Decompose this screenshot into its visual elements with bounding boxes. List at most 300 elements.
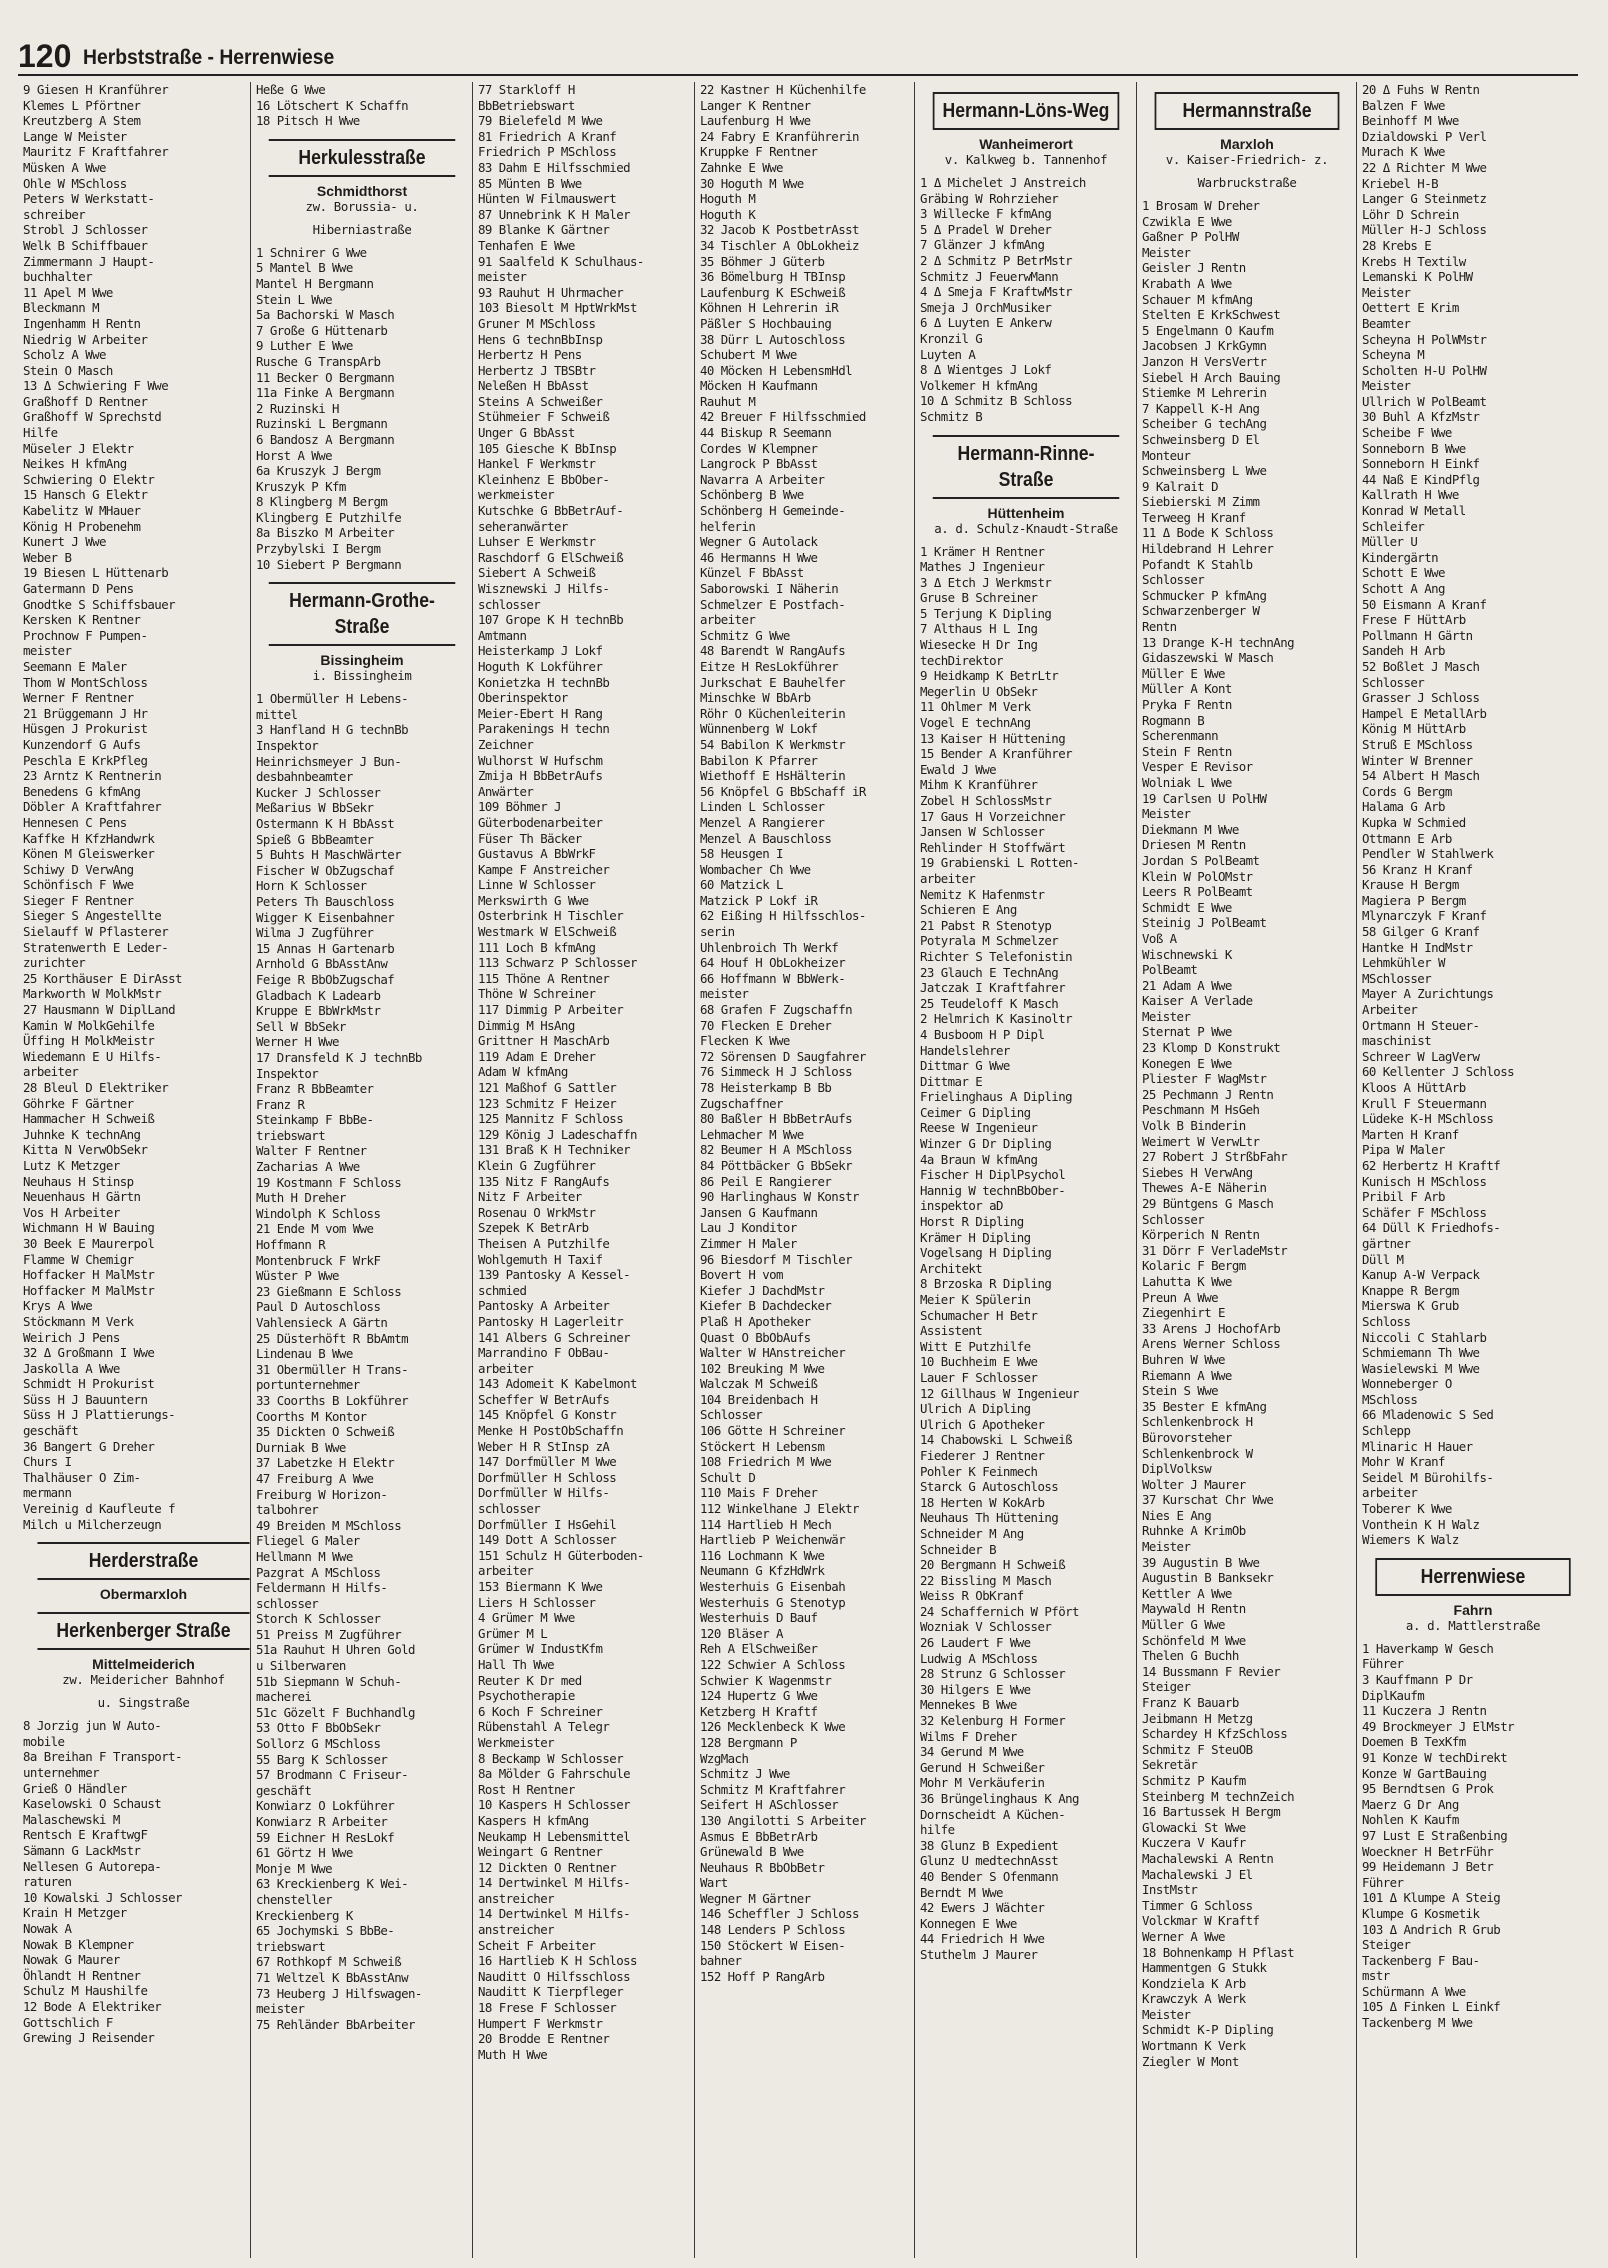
directory-entry: chensteller bbox=[256, 1891, 333, 1907]
directory-entry: Struß E MSchloss bbox=[1362, 736, 1473, 752]
directory-entry: Halama G Arb bbox=[1362, 799, 1445, 815]
directory-entry: 62 Herbertz H Kraftf bbox=[1362, 1157, 1501, 1173]
directory-entry: Matzick P Lokf iR bbox=[700, 892, 818, 908]
directory-entry: 23 Glauch E TechnAng bbox=[920, 964, 1059, 980]
directory-entry: 153 Biermann K Wwe bbox=[478, 1579, 603, 1594]
directory-entry: Megerlin U ObSekr bbox=[920, 683, 1038, 699]
directory-entry: 109 Böhmer J bbox=[478, 799, 561, 815]
directory-entry: Arbeiter bbox=[1362, 1002, 1418, 1018]
directory-entry: Fliegel G Maler bbox=[256, 1533, 360, 1549]
directory-entry: 25 Düsterhöft R BbAmtm bbox=[256, 1330, 409, 1346]
directory-entry: 72 Sörensen D Saugfahrer bbox=[700, 1048, 866, 1064]
directory-entry: Richter S Telefonistin bbox=[920, 948, 1073, 964]
directory-entry: Scheyna M bbox=[1362, 347, 1425, 363]
directory-entry: 4 Busboom H P Dipl bbox=[920, 1026, 1045, 1042]
directory-entry: Westmark W ElSchweiß bbox=[478, 924, 617, 940]
directory-entry: 18 Pitsch H Wwe bbox=[256, 113, 360, 129]
directory-entry: Hankel F Werkmstr bbox=[478, 456, 596, 472]
directory-entry: Woeckner H BetrFühr bbox=[1362, 1843, 1494, 1859]
directory-entry: 44 Biskup R Seemann bbox=[700, 425, 832, 441]
directory-entry: Kanup A-W Verpack bbox=[1362, 1267, 1480, 1283]
directory-entry: Klumpe G Kosmetik bbox=[1362, 1905, 1480, 1921]
directory-entry: Gerund H Schweißer bbox=[920, 1759, 1045, 1775]
directory-entry: Amtmann bbox=[478, 627, 527, 643]
directory-entry: 34 Tischler A ObLokheiz bbox=[700, 237, 859, 253]
directory-entry: Schmitz B bbox=[920, 408, 983, 424]
directory-entry: Künzel F BbAsst bbox=[700, 565, 804, 581]
directory-entry: Neikes H kfmAng bbox=[23, 456, 127, 472]
directory-entry: 3 Kauffmann P Dr bbox=[1362, 1672, 1473, 1687]
directory-entry: Zobel H SchlossMstr bbox=[920, 793, 1052, 808]
directory-entry: 8 Δ Wientges J Lokf bbox=[920, 362, 1052, 378]
directory-entry: Jordan S PolBeamt bbox=[1142, 852, 1260, 868]
street-span: u. Singstraße bbox=[97, 1695, 190, 1711]
directory-entry: 52 Boßlet J Masch bbox=[1362, 658, 1480, 674]
directory-entry: Kiefer B Dachdecker bbox=[700, 1298, 832, 1314]
directory-column-3 bbox=[472, 82, 694, 2258]
directory-column-4 bbox=[694, 82, 914, 2258]
directory-entry: 102 Breuking M Wwe bbox=[700, 1360, 825, 1376]
directory-entry: Mayer A Zurichtungs bbox=[1362, 986, 1494, 1002]
directory-entry: Grasser J Schloss bbox=[1362, 690, 1480, 706]
directory-entry: Maerz G Dr Ang bbox=[1362, 1796, 1459, 1812]
directory-entry: 11 Kuczera J Rentn bbox=[1362, 1703, 1487, 1719]
directory-entry: 7 Glänzer J kfmAng bbox=[920, 237, 1045, 253]
directory-entry: 28 Krebs E bbox=[1362, 237, 1432, 253]
directory-column-6 bbox=[1136, 82, 1356, 2258]
directory-entry: Gruse B Schreiner bbox=[920, 590, 1038, 606]
directory-entry: Paul D Autoschloss bbox=[256, 1299, 381, 1315]
directory-entry: Neukamp H Lebensmittel bbox=[478, 1828, 631, 1844]
directory-entry: 1 Obermüller H Lebens- bbox=[256, 691, 409, 707]
directory-entry: Ewald J Wwe bbox=[920, 761, 997, 777]
directory-entry: Frese F HüttArb bbox=[1362, 612, 1466, 628]
directory-entry: Kaspers H kfmAng bbox=[478, 1812, 589, 1828]
directory-entry: 66 Hoffmann W BbWerk- bbox=[700, 970, 846, 986]
directory-entry: PolBeamt bbox=[1142, 962, 1198, 978]
directory-entry: 82 Beumer H A MSchloss bbox=[700, 1142, 853, 1158]
directory-entry: Hoffmann R bbox=[256, 1237, 326, 1253]
directory-entry: Hellmann M Wwe bbox=[256, 1548, 353, 1564]
directory-entry: Lange W Meister bbox=[23, 128, 127, 144]
directory-entry: Walter W HAnstreicher bbox=[700, 1345, 846, 1361]
directory-entry: Dittmar E bbox=[920, 1073, 983, 1089]
directory-entry: Glunz U medtechnAsst bbox=[920, 1853, 1059, 1869]
directory-entry: 57 Brodmann C Friseur- bbox=[256, 1767, 409, 1783]
directory-entry: Kriebel H-B bbox=[1362, 175, 1439, 191]
directory-entry: Reh A ElSchweißer bbox=[700, 1641, 818, 1657]
directory-entry: Pazgrat A MSchloss bbox=[256, 1564, 381, 1580]
directory-entry: Berndt M Wwe bbox=[920, 1884, 1003, 1900]
directory-entry: 36 Brüngelinghaus K Ang bbox=[920, 1791, 1079, 1806]
directory-entry: Kuczera V Kaufr bbox=[1142, 1835, 1246, 1851]
directory-entry: Körperich N Rentn bbox=[1142, 1227, 1260, 1243]
directory-entry: Schwier K Wagenmstr bbox=[700, 1672, 832, 1688]
directory-entry: 23 Gießmann E Schloss bbox=[256, 1283, 402, 1299]
directory-entry: Malaschewski M bbox=[23, 1811, 120, 1827]
district-name: Mittelmeiderich bbox=[92, 1656, 195, 1673]
directory-entry: talbohrer bbox=[256, 1502, 319, 1518]
directory-entry: Süss H J Bauuntern bbox=[23, 1391, 148, 1407]
directory-entry: Stein S Wwe bbox=[1142, 1383, 1219, 1399]
directory-entry: 15 Bender A Kranführer bbox=[920, 746, 1073, 762]
directory-entry: 47 Freiburg A Wwe bbox=[256, 1470, 374, 1486]
directory-entry: Thom W MontSchloss bbox=[23, 674, 148, 690]
directory-entry: Neuenhaus H Gärtn bbox=[23, 1189, 141, 1205]
directory-column-7 bbox=[1356, 82, 1588, 2258]
directory-entry: 16 Lötschert K Schaffn bbox=[256, 97, 409, 113]
directory-entry: 3 Δ Etch J Werkmstr bbox=[920, 574, 1052, 590]
directory-entry: Schmitz M Kraftfahrer bbox=[700, 1781, 846, 1797]
directory-entry: Neuhaus Th Hüttening bbox=[920, 1510, 1059, 1526]
directory-entry: Cordes W Klempner bbox=[700, 440, 818, 456]
directory-entry: Krain H Metzger bbox=[23, 1905, 127, 1921]
directory-entry: 8 Beckamp W Schlosser bbox=[478, 1750, 624, 1766]
directory-entry: Tackenberg F Bau- bbox=[1362, 1952, 1480, 1968]
directory-entry: Inspektor bbox=[256, 1065, 319, 1081]
directory-entry: Hennesen C Pens bbox=[23, 814, 127, 830]
directory-entry: 24 Schaffernich W Pfört bbox=[920, 1603, 1079, 1619]
directory-entry: Zimmer H Maler bbox=[700, 1235, 797, 1251]
directory-entry: Rübenstahl A Telegr bbox=[478, 1719, 610, 1735]
directory-entry: Ziegenhirt E bbox=[1142, 1305, 1225, 1321]
directory-entry: Psychotherapie bbox=[478, 1688, 575, 1704]
directory-entry: 56 Knöpfel G BbSchaff iR bbox=[700, 783, 866, 799]
directory-entry: 9 Luther E Wwe bbox=[256, 338, 353, 354]
directory-entry: Seifert H ASchlosser bbox=[700, 1797, 839, 1813]
directory-entry: mermann bbox=[23, 1485, 72, 1501]
directory-entry: Kabelitz W MHauer bbox=[23, 503, 141, 519]
street-heading: Hermann-Rinne-Straße bbox=[933, 435, 1120, 499]
directory-entry: Lau J Konditor bbox=[700, 1220, 797, 1236]
directory-entry: Murach K Wwe bbox=[1362, 144, 1445, 160]
directory-entry: Benedens G kfmAng bbox=[23, 783, 141, 799]
directory-entry: Siebert A Schweiß bbox=[478, 565, 596, 581]
directory-entry: Preun A Wwe bbox=[1142, 1289, 1219, 1305]
directory-entry: Machalewski J El bbox=[1142, 1866, 1253, 1882]
directory-entry: Lemanski K PolHW bbox=[1362, 269, 1473, 285]
directory-entry: 20 Brodde E Rentner bbox=[478, 2031, 610, 2047]
directory-entry: 19 Carlsen U PolHW bbox=[1142, 790, 1267, 806]
directory-entry: Montenbruck F WrkF bbox=[256, 1252, 381, 1268]
directory-entry: Ottmann E Arb bbox=[1362, 830, 1452, 846]
directory-entry: gärtner bbox=[1362, 1235, 1411, 1251]
directory-entry: Zmija H BbBetrAufs bbox=[478, 768, 603, 784]
directory-entry: Inspektor bbox=[256, 738, 319, 754]
directory-entry: Schardey H KfzSchloss bbox=[1142, 1726, 1288, 1742]
street-span: v. Kalkweg b. Tannenhof bbox=[944, 152, 1108, 167]
district-name: Hüttenheim bbox=[987, 504, 1065, 521]
directory-entry: 38 Glunz B Expedient bbox=[920, 1837, 1059, 1853]
directory-entry: Neleßen H BbAsst bbox=[478, 378, 589, 394]
directory-entry: Lehmacher M Wwe bbox=[700, 1126, 804, 1142]
directory-entry: Hannig W technBbOber- bbox=[920, 1182, 1066, 1198]
directory-entry: 108 Friedrich M Wwe bbox=[700, 1454, 832, 1470]
directory-entry: MSchlosser bbox=[1362, 970, 1432, 986]
directory-entry: 33 Coorths B Lokführer bbox=[256, 1392, 409, 1408]
directory-entry: Beamter bbox=[1362, 315, 1411, 331]
directory-entry: Janzon H VersVertr bbox=[1142, 353, 1267, 369]
directory-entry: 27 Hausmann W DiplLand bbox=[23, 1002, 176, 1018]
directory-entry: Wohlgemuth H Taxif bbox=[478, 1251, 603, 1267]
directory-entry: 5 Mantel B Wwe bbox=[256, 260, 353, 276]
directory-entry: Sonneborn B Wwe bbox=[1362, 440, 1466, 456]
directory-entry: 22 Bissling M Masch bbox=[920, 1572, 1052, 1588]
directory-entry: Wart bbox=[700, 1875, 728, 1891]
directory-entry: arbeiter bbox=[478, 1360, 534, 1376]
directory-entry: Sollorz G MSchloss bbox=[256, 1736, 381, 1752]
directory-entry: Westerhuis D Bauf bbox=[700, 1610, 818, 1626]
directory-entry: Kleinhenz E BbOber- bbox=[478, 471, 610, 487]
directory-entry: Saborowski I Näherin bbox=[700, 581, 839, 596]
directory-entry: 80 Baßler H BbBetrAufs bbox=[700, 1111, 853, 1127]
directory-entry: Luyten A bbox=[920, 346, 976, 362]
street-heading: Herkenberger Straße bbox=[37, 1612, 249, 1650]
directory-entry: Müller A Kont bbox=[1142, 681, 1232, 697]
directory-entry: Schneider B bbox=[920, 1541, 997, 1557]
directory-entry: Rauhut M bbox=[700, 393, 756, 409]
directory-entry: Wiemers K Walz bbox=[1362, 1532, 1459, 1548]
directory-entry: Döbler A Kraftfahrer bbox=[23, 799, 162, 815]
directory-entry: Hoguth M bbox=[700, 191, 756, 207]
directory-entry: 5 Buhts H MaschWärter bbox=[256, 847, 402, 863]
directory-entry: Gruner M MSchloss bbox=[478, 315, 596, 331]
directory-entry: Plaß H Apotheker bbox=[700, 1313, 811, 1329]
directory-entry: Meier-Ebert H Rang bbox=[478, 705, 603, 721]
directory-entry: 130 Angilotti S Arbeiter bbox=[700, 1812, 866, 1828]
directory-entry: Scheyna H PolWMstr bbox=[1362, 331, 1487, 347]
directory-entry: Grümer M L bbox=[478, 1625, 548, 1641]
directory-entry: 66 Mladenowic S Sed bbox=[1362, 1407, 1494, 1423]
directory-entry: 93 Rauhut H Uhrmacher bbox=[478, 284, 624, 300]
directory-entry: Müsken A Wwe bbox=[23, 159, 106, 175]
directory-entry: 21 Ende M vom Wwe bbox=[256, 1221, 374, 1237]
directory-entry: Schreer W LagVerw bbox=[1362, 1048, 1480, 1064]
directory-entry: Fischer W ObZugschaf bbox=[256, 862, 395, 878]
directory-entry: 150 Stöckert W Eisen- bbox=[700, 1937, 846, 1953]
directory-entry: Kaiser A Verlade bbox=[1142, 993, 1253, 1009]
directory-entry: Zacharias A Wwe bbox=[256, 1159, 360, 1175]
directory-entry: 151 Schulz H Güterboden- bbox=[478, 1547, 644, 1563]
directory-entry: Güterbodenarbeiter bbox=[478, 814, 603, 830]
directory-entry: Düll M bbox=[1362, 1251, 1404, 1267]
directory-entry: Franz R bbox=[256, 1096, 305, 1112]
directory-entry: 42 Ewers J Wächter bbox=[920, 1900, 1045, 1916]
directory-entry: Schönberg B Wwe bbox=[700, 487, 804, 503]
directory-entry: Feige R BbObZugschaf bbox=[256, 971, 395, 987]
directory-entry: Wilma J Zugführer bbox=[256, 925, 374, 941]
directory-entry: Pantosky A Arbeiter bbox=[478, 1298, 610, 1314]
directory-entry: Werkmeister bbox=[478, 1734, 555, 1750]
directory-entry: Horn K Schlosser bbox=[256, 878, 367, 894]
directory-entry: Thewes A-E Näherin bbox=[1142, 1180, 1267, 1196]
directory-entry: Reuter K Dr med bbox=[478, 1672, 582, 1688]
directory-entry: Konnegen E Wwe bbox=[920, 1915, 1017, 1931]
directory-entry: Walczak M Schweiß bbox=[700, 1376, 818, 1392]
directory-entry: mstr bbox=[1362, 1968, 1390, 1984]
directory-entry: 95 Berndtsen G Prok bbox=[1362, 1781, 1494, 1797]
directory-entry: Dimmig M HsAng bbox=[478, 1017, 575, 1033]
directory-entry: 54 Babilon K Werkmstr bbox=[700, 736, 846, 752]
directory-entry: 67 Rothkopf M Schweiß bbox=[256, 1954, 402, 1970]
directory-entry: Seemann E Maler bbox=[23, 658, 127, 674]
directory-entry: 8 Jorzig jun W Auto- bbox=[23, 1718, 162, 1734]
directory-entry: Jatczak I Kraftfahrer bbox=[920, 980, 1066, 996]
directory-entry: 135 Nitz F RangAufs bbox=[478, 1173, 610, 1189]
directory-entry: Kaffke H KfzHandwrk bbox=[23, 830, 155, 846]
directory-entry: 39 Augustin B Wwe bbox=[1142, 1554, 1260, 1570]
directory-entry: Nowak G Maurer bbox=[23, 1952, 120, 1968]
directory-entry: 14 Dertwinkel M Hilfs- bbox=[478, 1906, 631, 1922]
directory-entry: u Silberwaren bbox=[256, 1658, 346, 1674]
directory-entry: 32 Jacob K PostbetrAsst bbox=[700, 222, 859, 238]
directory-entry: 12 Dickten O Rentner bbox=[478, 1859, 617, 1875]
directory-entry: 99 Heidemann J Betr bbox=[1362, 1859, 1494, 1875]
directory-entry: Neuhaus R BbObBetr bbox=[700, 1859, 825, 1875]
directory-entry: Czwikla E Wwe bbox=[1142, 213, 1232, 229]
directory-entry: Rentsch E KraftwgF bbox=[23, 1827, 148, 1843]
directory-entry: 11 Ohlmer M Verk bbox=[920, 699, 1031, 715]
directory-entry: Volkemer H kfmAng bbox=[920, 377, 1038, 393]
directory-entry: Scholz A Wwe bbox=[23, 347, 106, 363]
directory-entry: Jacobsen J KrkGymn bbox=[1142, 338, 1267, 354]
district-name: Fahrn bbox=[1453, 1601, 1493, 1618]
directory-entry: Humpert F Werkmstr bbox=[478, 2015, 603, 2031]
directory-entry: Theisen A Putzhilfe bbox=[478, 1235, 610, 1251]
directory-entry: meister bbox=[478, 269, 527, 285]
directory-entry: Vonthein K H Walz bbox=[1362, 1516, 1480, 1532]
directory-entry: Thöne W Schreiner bbox=[478, 986, 596, 1002]
directory-entry: 7 Große G Hüttenarb bbox=[256, 322, 388, 338]
directory-entry: Lauer F Schlosser bbox=[920, 1369, 1038, 1385]
street-span: a. d. Schulz-Knaudt-Straße bbox=[934, 520, 1118, 536]
directory-entry: Pryka F Rentn bbox=[1142, 697, 1232, 712]
directory-entry: Flecken K Wwe bbox=[700, 1033, 790, 1049]
directory-entry: Babilon K Pfarrer bbox=[700, 752, 818, 768]
directory-entry: Meister bbox=[1142, 1539, 1191, 1555]
district-name: Marxloh bbox=[1220, 136, 1274, 152]
directory-entry: Kallrath H Wwe bbox=[1362, 487, 1459, 503]
directory-entry: Konegen E Wwe bbox=[1142, 1055, 1232, 1071]
directory-entry: Werner H Wwe bbox=[256, 1034, 339, 1050]
directory-entry: Stelten E KrkSchwest bbox=[1142, 307, 1281, 323]
directory-entry: 10 Siebert P Bergmann bbox=[256, 556, 402, 572]
directory-entry: 19 Grabienski L Rotten- bbox=[920, 855, 1079, 871]
directory-entry: Asmus E BbBetrArb bbox=[700, 1828, 818, 1844]
directory-entry: Sonneborn H Einkf bbox=[1362, 456, 1480, 472]
directory-entry: Scheffer W BetrAufs bbox=[478, 1391, 610, 1407]
directory-entry: Stein F Rentn bbox=[1142, 743, 1232, 759]
directory-entry: Walter F Rentner bbox=[256, 1143, 367, 1159]
directory-entry: hilfe bbox=[920, 1822, 955, 1838]
directory-entry: 58 Gilger G Kranf bbox=[1362, 924, 1480, 940]
directory-entry: 30 Hoguth M Wwe bbox=[700, 175, 804, 191]
directory-entry: Meister bbox=[1142, 1008, 1191, 1024]
directory-entry: Thelen G Buchh bbox=[1142, 1648, 1239, 1664]
directory-entry: Kucker J Schlosser bbox=[256, 784, 381, 800]
directory-entry: Weber B bbox=[23, 549, 72, 565]
directory-entry: Fischer H DiplPsychol bbox=[920, 1167, 1066, 1183]
directory-entry: Siebierski M Zimm bbox=[1142, 494, 1260, 510]
directory-entry: 11 Δ Bode K Schloss bbox=[1142, 525, 1274, 541]
directory-entry: Frielinghaus A Dipling bbox=[920, 1089, 1073, 1105]
directory-entry: Lüdeke K-H MSchloss bbox=[1362, 1111, 1494, 1127]
directory-entry: Winzer G Dr Dipling bbox=[920, 1136, 1052, 1152]
directory-entry: Cords G Bergm bbox=[1362, 783, 1452, 799]
district-name: Wanheimerort bbox=[979, 136, 1073, 152]
directory-entry: Stein O Masch bbox=[23, 362, 113, 378]
directory-entry: Kruszyk P Kfm bbox=[256, 478, 346, 494]
directory-entry: Köhnen H Lehrerin iR bbox=[700, 300, 839, 316]
directory-entry: 14 Chabowski L Schweiß bbox=[920, 1432, 1073, 1448]
directory-entry: Rusche G TranspArb bbox=[256, 353, 381, 369]
directory-entry: 70 Flecken E Dreher bbox=[700, 1017, 832, 1033]
directory-entry: meister bbox=[700, 986, 749, 1002]
directory-entry: 64 Düll K Friedhofs- bbox=[1362, 1220, 1501, 1236]
directory-entry: 60 Matzick L bbox=[700, 877, 783, 893]
directory-entry: Nowak B Klempner bbox=[23, 1936, 134, 1952]
directory-entry: 91 Saalfeld K Schulhaus- bbox=[478, 253, 644, 269]
directory-entry: Schlenkenbrock H bbox=[1142, 1414, 1253, 1430]
directory-entry: 33 Arens J HochofArb bbox=[1142, 1320, 1281, 1336]
directory-entry: 28 Strunz G Schlosser bbox=[920, 1666, 1066, 1682]
directory-entry: Gladbach K Ladearb bbox=[256, 987, 381, 1003]
directory-entry: 2 Δ Schmitz P BetrMstr bbox=[920, 252, 1073, 268]
directory-entry: Ruhnke A KrimOb bbox=[1142, 1523, 1246, 1539]
directory-entry: Wasielewski M Wwe bbox=[1362, 1360, 1480, 1376]
directory-entry: Meister bbox=[1362, 378, 1411, 394]
directory-entry: Navarra A Arbeiter bbox=[700, 471, 825, 487]
directory-entry: Graßhoff W Sprechstd bbox=[23, 409, 162, 425]
directory-entry: 21 Adam A Wwe bbox=[1142, 977, 1232, 993]
directory-entry: desbahnbeamter bbox=[256, 769, 353, 785]
directory-entry: Dornscheidt A Küchen- bbox=[920, 1806, 1066, 1822]
directory-entry: Hoffacker M MalMstr bbox=[23, 1282, 155, 1298]
directory-entry: Raschdorf G ElSchweiß bbox=[478, 549, 624, 565]
directory-entry: Menke H PostObSchaffn bbox=[478, 1423, 624, 1439]
directory-entry: Fiederer J Rentner bbox=[920, 1447, 1045, 1463]
directory-entry: triebswart bbox=[256, 1127, 326, 1143]
directory-entry: Möcken H Kaufmann bbox=[700, 378, 818, 394]
directory-entry: 86 Peil E Rangierer bbox=[700, 1173, 832, 1189]
directory-entry: Vesper E Revisor bbox=[1142, 759, 1253, 775]
directory-entry: 87 Unnebrink K H Maler bbox=[478, 206, 631, 222]
directory-entry: Maywald H Rentn bbox=[1142, 1601, 1246, 1617]
directory-entry: Meier K Spülerin bbox=[920, 1292, 1031, 1307]
directory-entry: Mantel H Bergmann bbox=[256, 275, 374, 291]
directory-entry: Schlosser bbox=[1142, 572, 1205, 588]
directory-entry: Pribil F Arb bbox=[1362, 1189, 1445, 1205]
directory-entry: Scheit F Arbeiter bbox=[478, 1937, 596, 1953]
directory-entry: 97 Lust E Straßenbing bbox=[1362, 1827, 1508, 1843]
directory-entry: 129 König J Ladeschaffn bbox=[478, 1126, 637, 1142]
directory-entry: Witt E Putzhilfe bbox=[920, 1338, 1031, 1354]
directory-entry: Muth H Wwe bbox=[478, 2046, 548, 2062]
directory-entry: 2 Helmrich K Kasinoltr bbox=[920, 1011, 1073, 1027]
directory-entry: Sieger F Rentner bbox=[23, 892, 134, 908]
directory-entry: 26 Laudert F Wwe bbox=[920, 1635, 1031, 1651]
directory-entry: 73 Heuberg J Hilfswagen- bbox=[256, 1985, 422, 2001]
directory-entry: 11a Finke A Bergmann bbox=[256, 385, 395, 401]
directory-entry: Sielauff W Pflasterer bbox=[23, 924, 169, 940]
directory-entry: Ziegler W Mont bbox=[1142, 2053, 1239, 2069]
directory-entry: Szepek K BetrArb bbox=[478, 1220, 589, 1236]
directory-entry: Churs I bbox=[23, 1454, 72, 1470]
directory-entry: 44 Naß E KindPflg bbox=[1362, 471, 1480, 487]
street-heading: Hermann-Grothe-Straße bbox=[269, 582, 456, 646]
directory-entry: bahner bbox=[700, 1953, 742, 1969]
directory-entry: 30 Beek E Maurerpol bbox=[23, 1235, 155, 1251]
